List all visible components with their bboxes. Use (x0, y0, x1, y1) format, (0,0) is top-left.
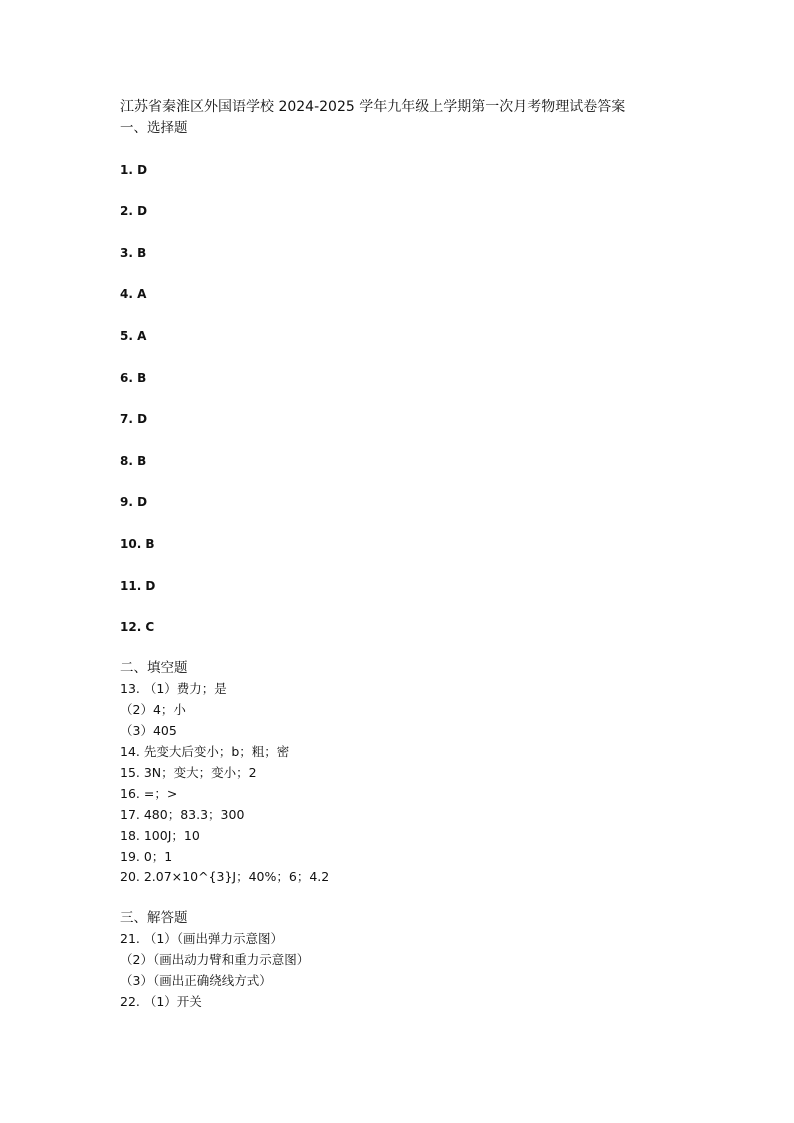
solution-answer-21-part-3: （3）（画出正确绕线方式） (120, 973, 272, 988)
fill-answer-19: 19. 0；1 (120, 849, 173, 864)
choice-answer-8: 8. B (120, 454, 147, 468)
solution-section-heading: 三、解答题 (120, 910, 188, 926)
choice-answer-12: 12. C (120, 620, 155, 634)
choice-answer-5: 5. A (120, 329, 147, 343)
choice-answer-10: 10. B (120, 537, 155, 551)
choice-section-heading: 一、选择题 (120, 120, 188, 136)
choice-answer-6: 6. B (120, 371, 147, 385)
solution-answer-21-part-2: （2）（画出动力臂和重力示意图） (120, 952, 310, 967)
fill-answer-18: 18. 100J；10 (120, 828, 200, 843)
fill-answer-13-part-3: （3）405 (120, 723, 177, 738)
solution-answer-21: 21. （1）（画出弹力示意图） (120, 931, 284, 946)
fill-answer-13: 13. （1）费力；是 (120, 681, 227, 696)
choice-answer-7: 7. D (120, 412, 148, 426)
fill-section-heading: 二、填空题 (120, 660, 188, 676)
solution-answer-22: 22. （1）开关 (120, 994, 202, 1009)
fill-answer-13-part-2: （2）4；小 (120, 702, 186, 717)
choice-answer-9: 9. D (120, 495, 148, 509)
document-title: 江苏省秦淮区外国语学校 2024-2025 学年九年级上学期第一次月考物理试卷答案 (120, 99, 626, 115)
fill-answer-14: 14. 先变大后变小；b；粗；密 (120, 744, 290, 759)
choice-answer-1: 1. D (120, 163, 148, 177)
choice-answer-11: 11. D (120, 579, 156, 593)
fill-answer-20: 20. 2.07×10^{3}J；40%；6；4.2 (120, 869, 330, 884)
choice-answer-3: 3. B (120, 246, 147, 260)
fill-answer-15: 15. 3N；变大；变小；2 (120, 765, 257, 780)
choice-answer-2: 2. D (120, 204, 148, 218)
choice-answer-4: 4. A (120, 287, 147, 301)
fill-answer-16: 16. =；> (120, 786, 178, 801)
fill-answer-17: 17. 480；83.3；300 (120, 807, 245, 822)
